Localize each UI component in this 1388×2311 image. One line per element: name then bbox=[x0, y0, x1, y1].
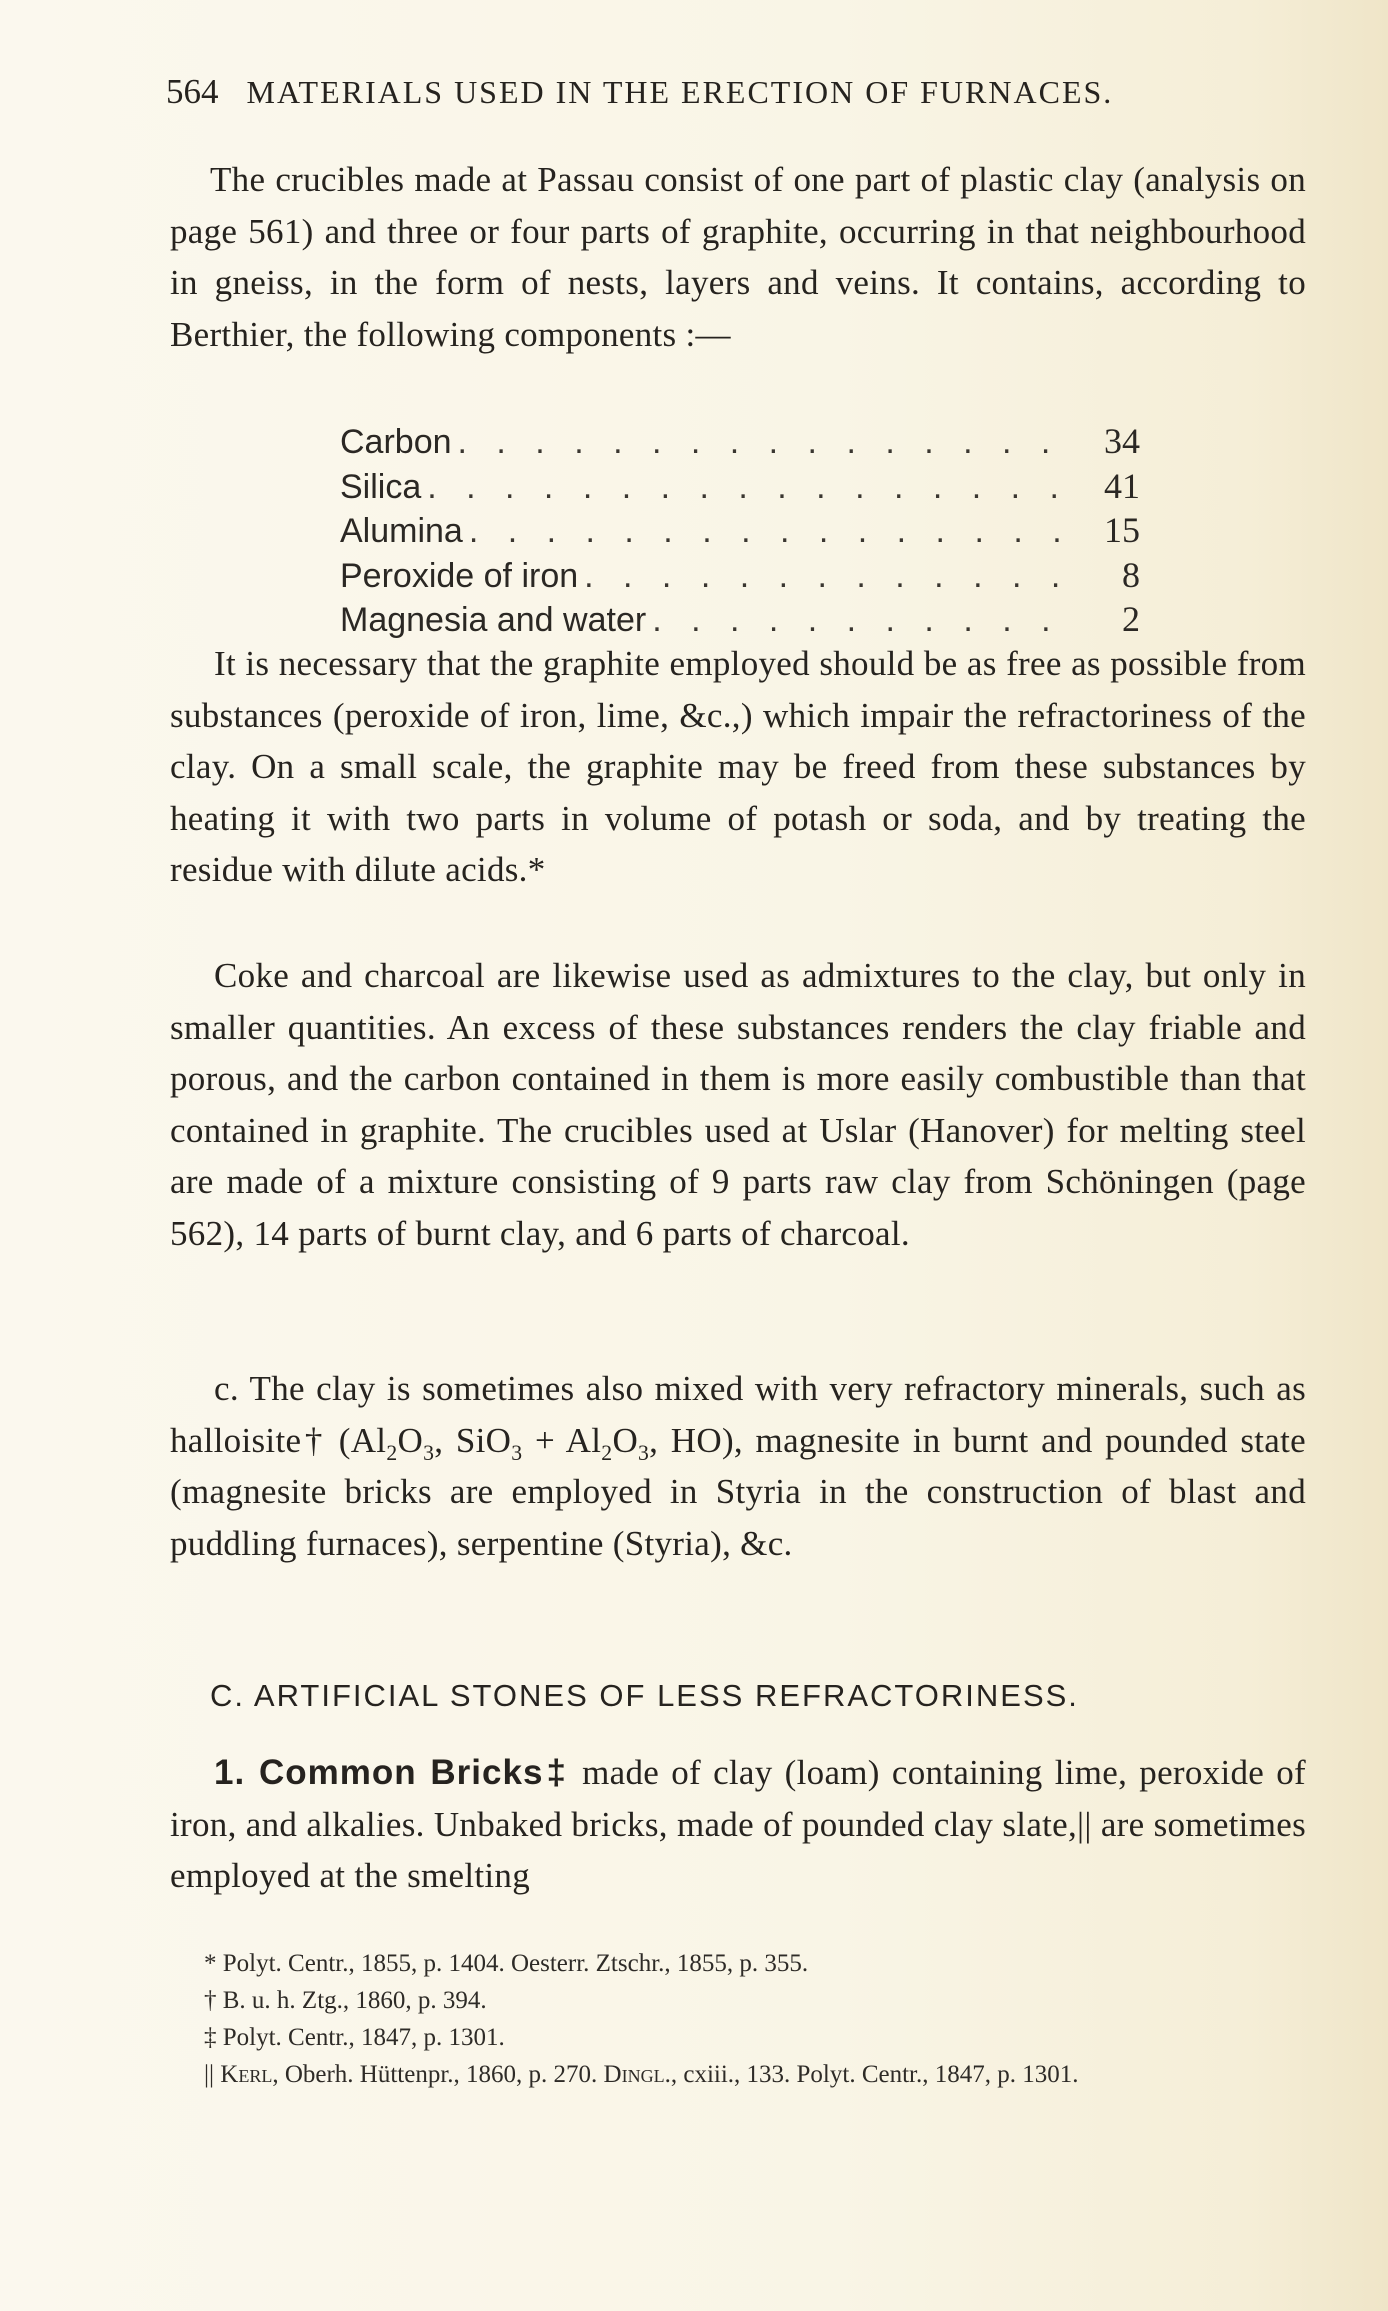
paragraph-graphite-purity: It is necessary that the graphite employed should be as free as possible from substances (peroxide of iron, lime, &c.,) which impair the refractoriness of the clay. On a small scale, the graphite may be freed from these substances by heating it with two parts in volume of potash or soda, and by treating the residue with dilute acids.* bbox=[170, 644, 1306, 889]
paragraph-common-bricks bbox=[170, 1747, 1306, 1902]
footnote-mark: ‡ bbox=[204, 2024, 217, 2051]
leader-dots bbox=[469, 509, 1074, 554]
leader-dots bbox=[458, 420, 1074, 465]
paragraph-coke-charcoal: Coke and charcoal are likewise used as admixtures to the clay, but only in smaller quantities. An excess of these substances renders the clay friable and porous, and the carbon contained in them is more easily combustible than that contained in graphite. The crucibles used at Uslar (Hanover) for melting steel are made of a mixture consisting of 9 parts raw clay from Schöningen (page 562), 14 parts of burnt clay, and 6 parts of charcoal. bbox=[170, 956, 1306, 1253]
component-row bbox=[340, 419, 1140, 464]
footnote bbox=[170, 1945, 1320, 1982]
text-run: O bbox=[612, 1420, 639, 1460]
component-name: Alumina bbox=[340, 512, 463, 550]
component-name: Magnesia and water bbox=[340, 601, 647, 639]
section-heading: C. ARTIFICIAL STONES OF LESS REFRACTORINESS. bbox=[210, 1678, 1079, 1713]
subscript: 2 bbox=[601, 1440, 613, 1465]
text-run: , SiO bbox=[434, 1420, 512, 1460]
item-lead: 1. Common Bricks‡ bbox=[214, 1753, 570, 1792]
footnote-text: Polyt. Centr., 1855, p. 1404. Oesterr. Ztschr., 1855, p. 355. bbox=[222, 1950, 809, 1977]
text-run: made of clay (loam) containing lime, peroxide of iron, and alkalies. Unbaked bricks, made of pounded clay slate,|| are sometimes employed at the smelting bbox=[170, 1753, 1306, 1895]
running-head bbox=[166, 72, 1326, 112]
footnote-text: Polyt. Centr., 1847, p. 1301. bbox=[222, 2024, 505, 2051]
text-run: , HO), magnesite in burnt and pounded state (magnesite bricks are employed in Styria in the construction of blast and puddling furnaces), serpentine (Styria), &c. bbox=[170, 1420, 1306, 1563]
component-value: 2 bbox=[1122, 599, 1140, 639]
component-row bbox=[340, 508, 1140, 553]
component-value: 8 bbox=[1122, 554, 1140, 595]
subscript: 3 bbox=[511, 1440, 523, 1465]
text-run: + Al bbox=[522, 1420, 602, 1460]
footnote-text: , Oberh. Hüttenpr., 1860, p. 270. bbox=[272, 2061, 604, 2088]
author-name: Kerl bbox=[220, 2061, 273, 2088]
paragraph-passau-crucibles: The crucibles made at Passau consist of one part of plastic clay (analysis on page 561) and three or four parts of graphite, occurring in that neighbourhood in gneiss, in the form of nests, layers and veins. It contains, according to Berthier, the following components :— bbox=[170, 160, 1306, 354]
footnote bbox=[170, 2019, 1320, 2056]
component-row bbox=[340, 464, 1140, 509]
footnote-mark: † bbox=[204, 1987, 217, 2014]
text-run: O bbox=[397, 1420, 424, 1460]
footnote bbox=[170, 2056, 1320, 2093]
component-row bbox=[340, 553, 1140, 598]
page-number: 564 bbox=[166, 72, 219, 111]
leader-dots bbox=[584, 554, 1074, 599]
component-name: Silica bbox=[340, 467, 422, 506]
component-name: Carbon bbox=[340, 423, 452, 461]
component-value: 41 bbox=[1104, 465, 1140, 506]
item-label: c. bbox=[214, 1369, 239, 1408]
subscript: 2 bbox=[386, 1440, 398, 1465]
footnote-text: B. u. h. Ztg., 1860, p. 394. bbox=[222, 1987, 487, 2014]
leader-dots bbox=[427, 465, 1074, 510]
footnote-mark: || bbox=[204, 2061, 215, 2088]
subscript: 3 bbox=[638, 1440, 650, 1465]
text-run: The clay is sometimes also mixed with very refractory minerals, such as halloisite† (Al bbox=[170, 1369, 1306, 1460]
components-table bbox=[340, 419, 1140, 642]
paragraph-refractory-minerals bbox=[170, 1363, 1306, 1569]
footnote bbox=[170, 1982, 1320, 2019]
running-title: MATERIALS USED IN THE ERECTION OF FURNACES. bbox=[246, 74, 1114, 110]
component-name: Peroxide of iron bbox=[340, 556, 579, 595]
footnotes bbox=[170, 1945, 1320, 2093]
footnote-text: , cxiii., 133. Polyt. Centr., 1847, p. 1301. bbox=[670, 2061, 1079, 2088]
leader-dots bbox=[652, 598, 1074, 643]
journal-name: Dingl. bbox=[603, 2061, 671, 2088]
component-value: 15 bbox=[1104, 510, 1140, 550]
footnote-mark: * bbox=[204, 1950, 217, 1977]
component-row bbox=[340, 597, 1140, 642]
subscript: 3 bbox=[423, 1440, 435, 1465]
component-value: 34 bbox=[1104, 421, 1140, 461]
